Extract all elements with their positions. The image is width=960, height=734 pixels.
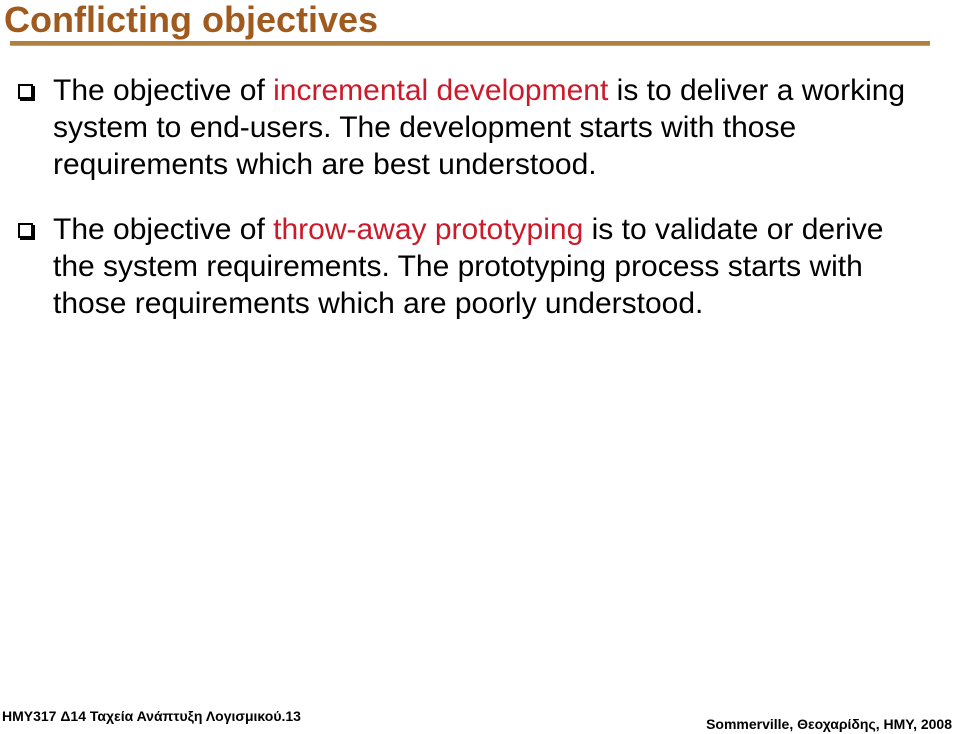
footer-credits: Sommerville, Θεοχαρίδης, HMY, 2008 — [706, 716, 952, 732]
slide-title: Conflicting objectives — [4, 0, 379, 40]
title-divider — [10, 41, 930, 46]
bullet-text-lead: The objective of — [53, 74, 274, 107]
hollow-square-bullet-icon — [18, 223, 33, 238]
bullet-highlight-term: incremental development — [273, 74, 609, 107]
bullet-highlight-term: throw-away prototyping — [273, 213, 584, 246]
bullet-text-rest: is to validate or derive the system requirements. The prototyping process starts with those requirements which are poorly understood. — [53, 213, 884, 320]
footer-course-label: HMY317 Δ14 Ταχεία Ανάπτυξη Λογισμικού.13 — [2, 708, 301, 724]
bullet-item-throwaway-prototyping — [0, 211, 960, 322]
hollow-square-bullet-icon — [18, 84, 33, 99]
bullet-item-incremental-development — [0, 72, 960, 183]
bullet-list — [0, 72, 960, 350]
bullet-text-lead: The objective of — [53, 213, 274, 246]
bullet-text-rest: is to deliver a working system to end-users. The development starts with those requirements which are best understood. — [53, 74, 906, 181]
